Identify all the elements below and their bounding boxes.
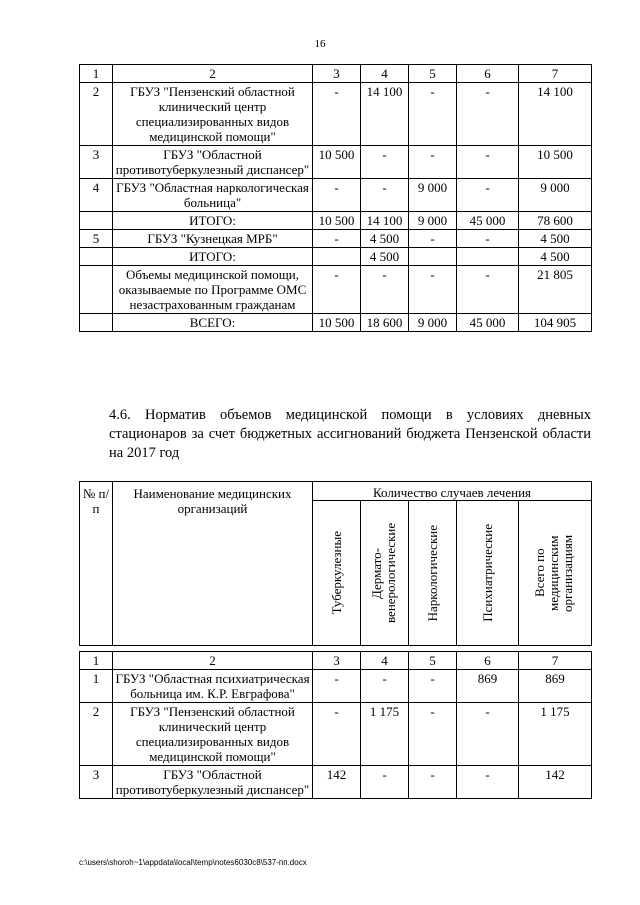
table1-cell: 10 500 (313, 212, 361, 230)
rotated-header-label: Туберкулезные (328, 531, 344, 615)
header-group: Количество случаев лечения (313, 482, 592, 501)
table2-cell: - (361, 766, 409, 799)
table1-cell: 3 (313, 65, 361, 83)
table2-cell: 1 175 (519, 703, 592, 766)
table1-cell: 4 500 (519, 248, 592, 266)
table-day-hospital-header (79, 481, 592, 646)
table1-cell (80, 212, 113, 230)
table1-cell: 45 000 (457, 212, 519, 230)
rotated-header-label: Наркологические (424, 524, 440, 622)
table1-cell: Объемы медицинской помощи, оказываемые по Программе ОМС незастрахованным гражданам (113, 266, 313, 314)
table1-cell: - (409, 230, 457, 248)
table2-cell: - (409, 766, 457, 799)
table2-cell: 142 (519, 766, 592, 799)
table2-cell: - (409, 670, 457, 703)
table2-row (80, 670, 592, 703)
table1-cell: 9 000 (409, 212, 457, 230)
table1-cell: - (457, 230, 519, 248)
table2-cell: - (313, 703, 361, 766)
table1-row (80, 212, 592, 230)
table1-row (80, 179, 592, 212)
table1-cell: - (361, 179, 409, 212)
table1-cell: 4 (361, 65, 409, 83)
table1-cell (457, 248, 519, 266)
table2-cell: 7 (519, 652, 592, 670)
table1-cell: 14 100 (361, 83, 409, 146)
table1-cell: - (409, 266, 457, 314)
table1-cell: - (313, 230, 361, 248)
table1-cell: ИТОГО: (113, 248, 313, 266)
table2-cell: 3 (313, 652, 361, 670)
table1-cell: - (313, 83, 361, 146)
table1-cell: 5 (409, 65, 457, 83)
table1-cell: 104 905 (519, 314, 592, 332)
table1-cell: 4 (80, 179, 113, 212)
table2-cell: 1 (80, 670, 113, 703)
rotated-header-label: Психиатрические (479, 524, 495, 622)
table1-cell: 3 (80, 146, 113, 179)
table2-cell: 2 (113, 652, 313, 670)
table1-cell: - (361, 146, 409, 179)
table2-cell: - (409, 703, 457, 766)
table1-cell: 1 (80, 65, 113, 83)
table1-cell: 7 (519, 65, 592, 83)
table1-cell: 6 (457, 65, 519, 83)
table1-cell (80, 266, 113, 314)
table2-cell: 869 (457, 670, 519, 703)
table2-cell: 142 (313, 766, 361, 799)
header-col-6 (457, 501, 519, 646)
table1-cell: - (313, 266, 361, 314)
table2-cell: 869 (519, 670, 592, 703)
table1-cell: - (313, 179, 361, 212)
table1-cell: ВСЕГО: (113, 314, 313, 332)
table2-row (80, 703, 592, 766)
table1-cell: 14 100 (361, 212, 409, 230)
table1-cell: - (457, 179, 519, 212)
table1-cell: 21 805 (519, 266, 592, 314)
table1-cell: 45 000 (457, 314, 519, 332)
table1-cell: 18 600 (361, 314, 409, 332)
table1-row (80, 266, 592, 314)
table1-cell: 2 (80, 83, 113, 146)
table1-cell: - (457, 83, 519, 146)
table1-cell: - (409, 83, 457, 146)
table1-cell: 9 000 (409, 179, 457, 212)
table-day-hospital-volumes (79, 651, 592, 799)
table-outpatient-volumes (79, 64, 592, 332)
table1-cell: ГБУЗ "Кузнецкая МРБ" (113, 230, 313, 248)
table1-cell: - (361, 266, 409, 314)
table1-cell: - (409, 146, 457, 179)
table1-cell: 9 000 (519, 179, 592, 212)
table1-cell (80, 314, 113, 332)
table1-row (80, 83, 592, 146)
table1-cell: 10 500 (313, 314, 361, 332)
file-path-footer: c:\users\shoroh~1\appdata\local\temp\notes6030c8\537-пп.docx (79, 858, 307, 867)
table1-cell: 10 500 (313, 146, 361, 179)
table1-cell: 5 (80, 230, 113, 248)
rotated-header-label: Всего по медицинским организациям (532, 534, 575, 612)
table2-cell: ГБУЗ "Пензенский областной клинический центр специализированных видов медицинской помощи" (113, 703, 313, 766)
table1-row (80, 248, 592, 266)
header-num: № п/п (80, 482, 113, 646)
table2-row (80, 766, 592, 799)
table1-cell: - (457, 266, 519, 314)
table2-cell: 4 (361, 652, 409, 670)
table1-cell: 4 500 (519, 230, 592, 248)
table1-column-numbers (80, 65, 592, 83)
table1-cell: 4 500 (361, 248, 409, 266)
table1-cell (313, 248, 361, 266)
table1-cell: - (457, 146, 519, 179)
table1-row (80, 314, 592, 332)
table1-cell: 2 (113, 65, 313, 83)
header-col-3 (313, 501, 361, 646)
table2-cell: 1 (80, 652, 113, 670)
table1-cell (409, 248, 457, 266)
table2-cell: - (313, 670, 361, 703)
table2-cell: 3 (80, 766, 113, 799)
table2-cell: - (361, 670, 409, 703)
table2-cell: - (457, 703, 519, 766)
table2-column-numbers (80, 652, 592, 670)
table1-cell: ИТОГО: (113, 212, 313, 230)
table2-cell: ГБУЗ "Областной противотуберкулезный диспансер" (113, 766, 313, 799)
table2-cell: 2 (80, 703, 113, 766)
table1-cell: 4 500 (361, 230, 409, 248)
table2-cell: 1 175 (361, 703, 409, 766)
table1-cell: ГБУЗ "Областной противотуберкулезный диспансер" (113, 146, 313, 179)
table1-cell: 10 500 (519, 146, 592, 179)
table2-cell: ГБУЗ "Областная психиатрическая больница им. К.Р. Евграфова" (113, 670, 313, 703)
header-col-5 (409, 501, 457, 646)
header-col-7 (519, 501, 592, 646)
header-col-4 (361, 501, 409, 646)
table2-cell: 6 (457, 652, 519, 670)
table1-cell: 78 600 (519, 212, 592, 230)
table1-cell: ГБУЗ "Областная наркологическая больница" (113, 179, 313, 212)
section-paragraph: 4.6. Норматив объемов медицинской помощи в условиях дневных стационаров за счет бюджетных ассигнований бюджета Пензенской области на 2017 год (109, 407, 591, 461)
table1-row (80, 146, 592, 179)
header-name: Наименование медицинских организаций (113, 482, 313, 646)
table2-cell: 5 (409, 652, 457, 670)
table1-row (80, 230, 592, 248)
rotated-header-label: Дермато-венерологические (368, 522, 398, 624)
table1-cell: ГБУЗ "Пензенский областной клинический центр специализированных видов медицинской помощи" (113, 83, 313, 146)
page-number: 16 (314, 38, 326, 50)
table1-cell: 14 100 (519, 83, 592, 146)
table1-cell (80, 248, 113, 266)
table2-cell: - (457, 766, 519, 799)
table1-cell: 9 000 (409, 314, 457, 332)
